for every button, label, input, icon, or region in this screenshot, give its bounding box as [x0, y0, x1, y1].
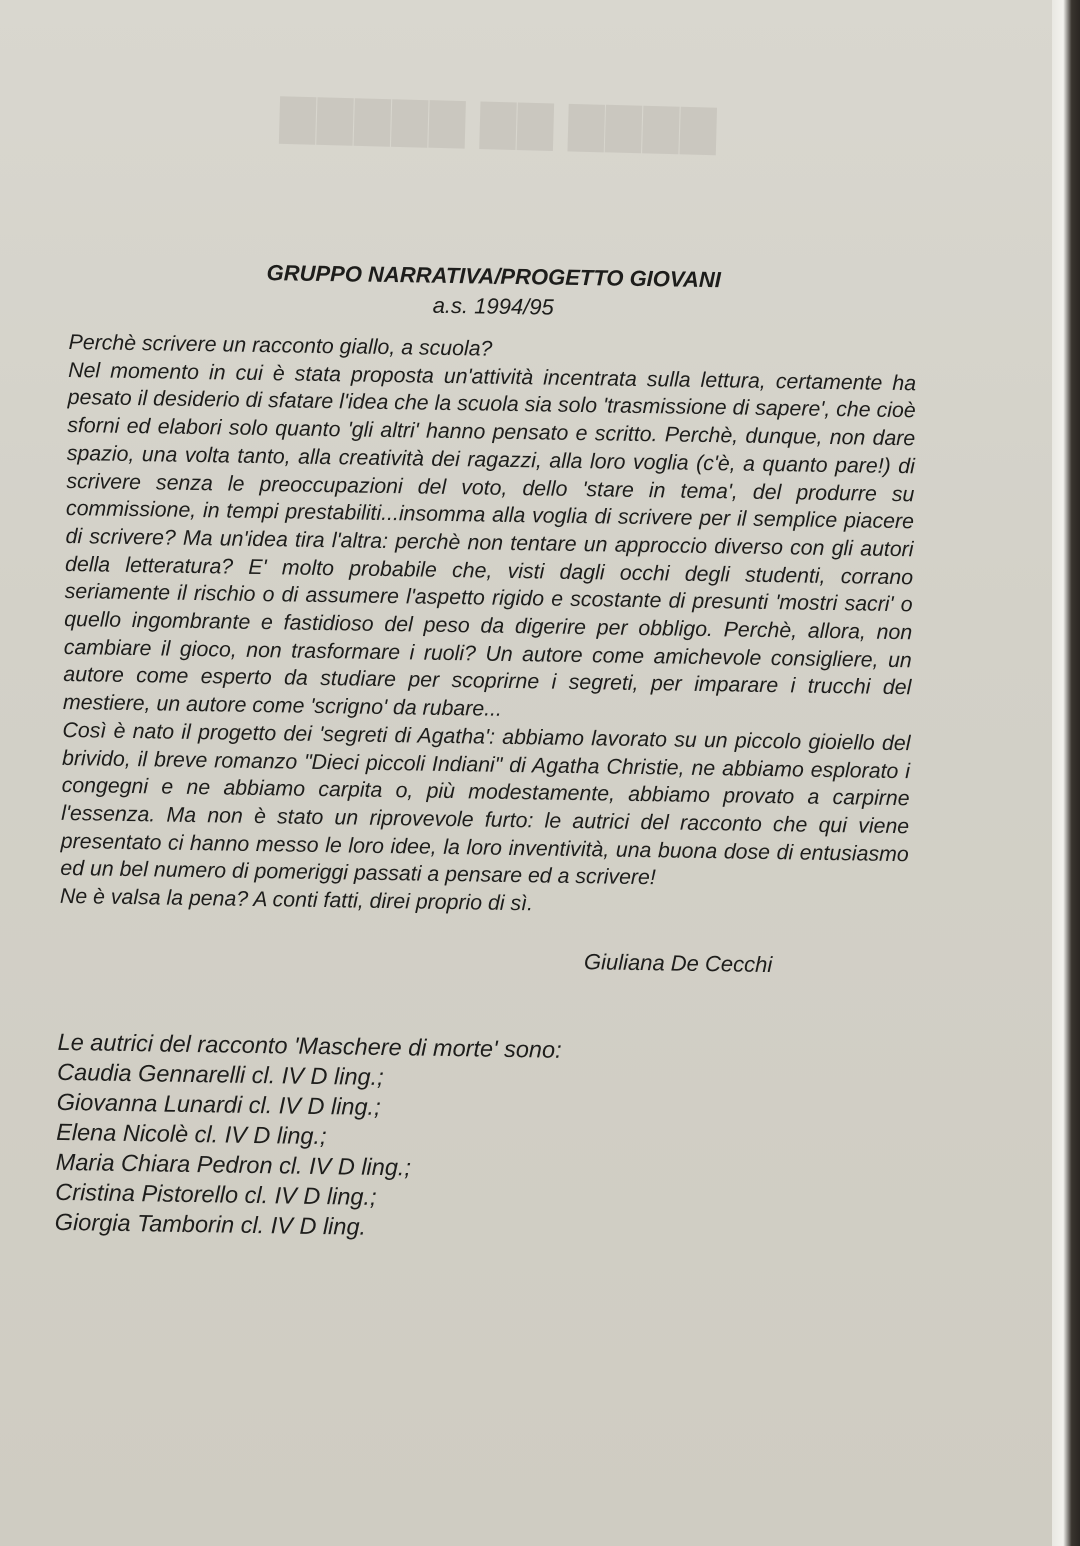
author-item: Giovanna Lunardi cl. IV D ling.;	[56, 1088, 381, 1120]
author-item: Elena Nicolè cl. IV D ling.;	[56, 1118, 327, 1149]
author-item: Maria Chiara Pedron cl. IV D ling.;	[55, 1148, 412, 1181]
paragraph-conclusion: Ne è valsa la pena? A conti fatti, direi proprio di sì.	[59, 883, 534, 916]
page-title: GRUPPO NARRATIVA/PROGETTO GIOVANI	[266, 260, 722, 293]
intro-text	[60, 329, 917, 924]
authors-intro: Le autrici del racconto 'Maschere di morte' sono:	[57, 1028, 562, 1063]
paragraph-motivation: Nel momento in cui è stata proposta un'attività incentrata sulla lettura, certamente ha pesato il desiderio di sfatare l'idea che la scuola sia solo 'trasmissione di sapere', che cioè sforni ed elabori solo quanto 'gli altri' hanno pensato e scritto. Perchè, dunque, non dare spazio, una volta tanto, alla creatività dei ragazzi, alla loro voglia (c'è, a quanto pare!) di scrivere senza le preoccupazioni del voto, dello 'stare in tema', del produrre su commissione, in tempi prestabiliti...insomma alla voglia di scrivere per il semplice piacere di scrivere? Ma un'idea tira l'altra: perchè non tentare un approccio diverso con gli autori della letteratura? E' molto probabile che, visti dagli occhi degli studenti, corrano seriamente il rischio o di assumere l'aspetto rigido e scostante di presunti 'mostri sacri' o quello ingombrante e fastidioso del peso da digerire per obbligo. Perchè, allora, non cambiare il gioco, non trasformare i ruoli? Un autore come amichevole consigliere, un autore come esperto da studiare per scoprirne i segreti, per imparare i trucchi del mestiere, un autore come 'scrigno' da rubare...	[62, 357, 917, 721]
authors-section	[55, 1027, 906, 1250]
paragraph-project: Così è nato il progetto dei 'segreti di Agatha': abbiamo lavorato su un piccolo gioiello del brivido, il breve romanzo "Dieci piccoli Indiani" di Agatha Christie, ne abbiamo esplorato i congegni e ne abbiamo carpita o, più modestamente, abbiamo provato a carpirne l'essenza. Ma non è stato un riprovevole furto: le autrici del racconto che qui viene presentato ci hanno messo le loro idee, la loro inventività, una buona dose di entusiasmo ed un bel numero di pomeriggi passati a pensare ed a scrivere!	[60, 717, 911, 890]
author-item: Cristina Pistorello cl. IV D ling.;	[55, 1178, 377, 1210]
page-edge	[1052, 0, 1080, 1546]
paragraph-question: Perchè scrivere un racconto giallo, a scuola?	[68, 329, 493, 361]
author-item: Giorgia Tamborin cl. IV D ling.	[54, 1208, 367, 1240]
school-year: a.s. 1994/95	[432, 292, 554, 320]
page-content	[55, 255, 918, 1250]
author-item: Caudia Gennarelli cl. IV D ling.;	[56, 1058, 384, 1090]
bleed-through-shadow: ▇▇▇▇▇ ▇▇ ▇▇▇▇	[279, 91, 719, 154]
signature: Giuliana De Cecchi	[583, 948, 773, 977]
